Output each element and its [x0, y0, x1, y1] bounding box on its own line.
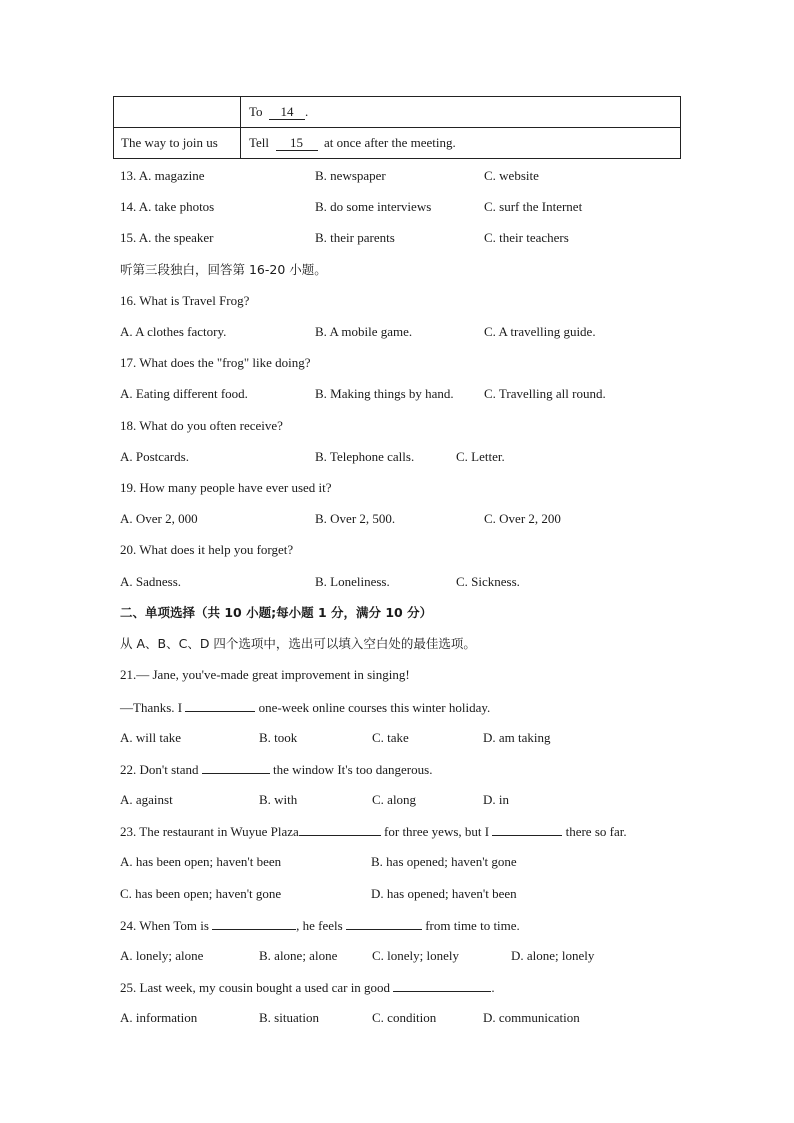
section-2-title: 二、单项选择（共 10 小题;每小题 1 分，满分 10 分）	[120, 605, 433, 620]
stem-text: from time to time.	[425, 918, 520, 933]
option-d[interactable]: D. communication	[483, 1010, 580, 1025]
option-c[interactable]: C. Travelling all round.	[484, 386, 606, 401]
question-21-response	[120, 698, 490, 716]
question-16-stem: 16. What is Travel Frog?	[120, 293, 250, 308]
question-20-stem: 20. What does it help you forget?	[120, 542, 294, 557]
table-row	[114, 97, 681, 128]
option-c[interactable]: C. has been open; haven't gone	[120, 886, 282, 901]
question-24-stem	[120, 916, 520, 934]
option-c[interactable]: C. surf the Internet	[484, 199, 583, 214]
table-cell-content	[241, 97, 681, 128]
option-a[interactable]: A. has been open; haven't been	[120, 854, 282, 869]
option-b[interactable]: B. A mobile game.	[315, 324, 413, 339]
stem-text: 25. Last week, my cousin bought a used car in good	[120, 980, 391, 995]
stem-text: 22. Don't stand	[120, 762, 199, 777]
answer-blank-15: 15	[276, 136, 318, 151]
option-b[interactable]: B. Over 2, 500.	[315, 511, 396, 526]
answer-blank[interactable]	[212, 916, 296, 930]
option-b[interactable]: B. alone; alone	[259, 948, 338, 963]
question-25-stem	[120, 978, 495, 996]
option-c[interactable]: C. Sickness.	[456, 574, 520, 589]
table-cell-label: The way to join us	[114, 128, 241, 159]
option-d[interactable]: D. am taking	[483, 730, 551, 745]
option-c[interactable]: C. condition	[372, 1010, 437, 1025]
option-a[interactable]: A. information	[120, 1010, 198, 1025]
option-c[interactable]: C. A travelling guide.	[484, 324, 596, 339]
answer-blank[interactable]	[299, 822, 381, 836]
option-c[interactable]: C. Over 2, 200	[484, 511, 561, 526]
option-c[interactable]: C. their teachers	[484, 230, 569, 245]
option-c[interactable]: C. website	[484, 168, 539, 183]
option-b[interactable]: B. Loneliness.	[315, 574, 390, 589]
option-b[interactable]: B. their parents	[315, 230, 395, 245]
option-a[interactable]: A. Sadness.	[120, 574, 182, 589]
option-b[interactable]: B. Telephone calls.	[315, 449, 415, 464]
question-21-stem: 21.— Jane, you've-made great improvement in singing!	[120, 667, 410, 682]
answer-blank[interactable]	[202, 760, 270, 774]
option-a[interactable]: A. against	[120, 792, 173, 807]
section-3-instruction: 听第三段独白，回答第 16-20 小题。	[120, 262, 327, 277]
option-b[interactable]: B. has opened; haven't gone	[371, 854, 517, 869]
stem-text: there so far.	[565, 824, 627, 839]
stem-text: .	[491, 980, 495, 995]
option-c[interactable]: C. lonely; lonely	[372, 948, 460, 963]
option-b[interactable]: B. do some interviews	[315, 199, 432, 214]
answer-blank[interactable]	[185, 698, 255, 712]
question-18-stem: 18. What do you often receive?	[120, 418, 283, 433]
option-d[interactable]: D. alone; lonely	[511, 948, 595, 963]
question-17-stem: 17. What does the "frog" like doing?	[120, 355, 311, 370]
section-2-instruction: 从 A、B、C、D 四个选项中，选出可以填入空白处的最佳选项。	[120, 636, 476, 651]
stem-text: the window It's too dangerous.	[273, 762, 433, 777]
option-a[interactable]: A. A clothes factory.	[120, 324, 227, 339]
option-d[interactable]: D. in	[483, 792, 509, 807]
option-b[interactable]: B. situation	[259, 1010, 319, 1025]
option-a[interactable]: 15. A. the speaker	[120, 230, 214, 245]
table-cell-content	[241, 128, 681, 159]
option-b[interactable]: B. newspaper	[315, 168, 386, 183]
option-d[interactable]: D. has opened; haven't been	[371, 886, 517, 901]
question-22-stem	[120, 760, 432, 778]
cell-prefix: Tell	[249, 135, 270, 150]
cell-suffix: at once after the meeting.	[324, 135, 456, 150]
response-text: one-week online courses this winter holiday.	[258, 700, 491, 715]
option-a[interactable]: A. will take	[120, 730, 182, 745]
stem-text: 23. The restaurant in Wuyue Plaza	[120, 824, 299, 839]
option-a[interactable]: A. lonely; alone	[120, 948, 204, 963]
cell-prefix: To	[249, 104, 263, 119]
info-table	[113, 96, 681, 159]
option-c[interactable]: C. along	[372, 792, 417, 807]
option-c[interactable]: C. take	[372, 730, 409, 745]
option-a[interactable]: A. Over 2, 000	[120, 511, 198, 526]
answer-blank[interactable]	[492, 822, 562, 836]
question-23-stem	[120, 822, 627, 840]
option-a[interactable]: 13. A. magazine	[120, 168, 205, 183]
option-b[interactable]: B. Making things by hand.	[315, 386, 454, 401]
answer-blank[interactable]	[393, 978, 491, 992]
stem-text: , he feels	[296, 918, 343, 933]
answer-blank[interactable]	[346, 916, 422, 930]
question-19-stem: 19. How many people have ever used it?	[120, 480, 332, 495]
option-a[interactable]: A. Eating different food.	[120, 386, 248, 401]
response-text: —Thanks. I	[120, 700, 183, 715]
stem-text: for three yews, but I	[384, 824, 490, 839]
option-a[interactable]: 14. A. take photos	[120, 199, 215, 214]
table-row	[114, 128, 681, 159]
option-c[interactable]: C. Letter.	[456, 449, 505, 464]
option-a[interactable]: A. Postcards.	[120, 449, 189, 464]
option-b[interactable]: B. took	[259, 730, 298, 745]
stem-text: 24. When Tom is	[120, 918, 209, 933]
cell-suffix: .	[305, 104, 309, 119]
answer-blank-14: 14	[269, 105, 305, 120]
table-cell-label	[114, 97, 241, 128]
option-b[interactable]: B. with	[259, 792, 298, 807]
